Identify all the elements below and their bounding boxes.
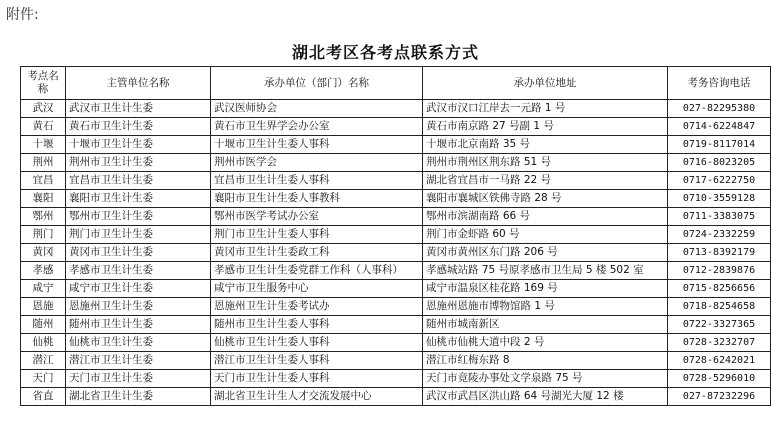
organizer-cell: 十堰市卫生计生委人事科 [211,136,423,154]
address-cell: 黄冈市黄州区东门路 206 号 [423,244,668,262]
table-row [21,280,771,298]
table-row [21,226,771,244]
supervisor-cell: 荆门市卫生计生委 [66,226,211,244]
address-cell: 武汉市汉口江岸去一元路 1 号 [423,100,668,118]
exam-site-cell: 黄石 [21,118,66,136]
phone-cell: 0719-8117014 [668,136,771,154]
exam-site-cell: 十堰 [21,136,66,154]
exam-site-cell: 天门 [21,370,66,388]
exam-site-cell: 随州 [21,316,66,334]
exam-site-cell: 荆州 [21,154,66,172]
contact-table [20,66,771,406]
exam-site-cell: 黄冈 [21,244,66,262]
exam-site-cell: 鄂州 [21,208,66,226]
address-cell: 随州市城南新区 [423,316,668,334]
organizer-cell: 黄石市卫生界学会办公室 [211,118,423,136]
exam-site-cell: 孝感 [21,262,66,280]
address-cell: 恩施州恩施市博物馆路 1 号 [423,298,668,316]
exam-site-cell: 仙桃 [21,334,66,352]
exam-site-cell: 省直 [21,388,66,406]
organizer-cell: 仙桃市卫生计生委人事科 [211,334,423,352]
table-row [21,316,771,334]
organizer-cell: 襄阳市卫生计生委人事教科 [211,190,423,208]
table-row [21,244,771,262]
exam-site-cell: 宜昌 [21,172,66,190]
page-title: 湖北考区各考点联系方式 [291,43,479,62]
table-row [21,262,771,280]
phone-cell: 0718-8254658 [668,298,771,316]
organizer-cell: 湖北省卫生计生人才交流发展中心 [211,388,423,406]
table-row [21,154,771,172]
phone-cell: 0716-8023205 [668,154,771,172]
phone-cell: 027-82295380 [668,100,771,118]
phone-cell: 0715-8256656 [668,280,771,298]
supervisor-cell: 潜江市卫生计生委 [66,352,211,370]
organizer-cell: 恩施州卫生计生委考试办 [211,298,423,316]
table-row [21,172,771,190]
phone-cell: 0712-2839876 [668,262,771,280]
exam-site-cell: 武汉 [21,100,66,118]
organizer-cell: 鄂州市医学考试办公室 [211,208,423,226]
organizer-cell: 潜江市卫生计生委人事科 [211,352,423,370]
exam-site-cell: 襄阳 [21,190,66,208]
phone-cell: 0728-6242021 [668,352,771,370]
supervisor-cell: 咸宁市卫生计生委 [66,280,211,298]
address-cell: 天门市竟陵办事处文学泉路 75 号 [423,370,668,388]
header-supervisor: 主管单位名称 [66,67,211,100]
phone-cell: 0722-3327365 [668,316,771,334]
supervisor-cell: 宜昌市卫生计生委 [66,172,211,190]
phone-cell: 0728-3232707 [668,334,771,352]
exam-site-cell: 恩施 [21,298,66,316]
table-row [21,370,771,388]
table-row [21,352,771,370]
supervisor-cell: 十堰市卫生计生委 [66,136,211,154]
phone-cell: 0717-6222750 [668,172,771,190]
exam-site-cell: 咸宁 [21,280,66,298]
supervisor-cell: 襄阳市卫生计生委 [66,190,211,208]
table-row [21,298,771,316]
table-row [21,208,771,226]
address-cell: 荆州市荆州区荆东路 51 号 [423,154,668,172]
phone-cell: 0724-2332259 [668,226,771,244]
table-row [21,136,771,154]
organizer-cell: 咸宁市卫生服务中心 [211,280,423,298]
table-row [21,118,771,136]
organizer-cell: 武汉医师协会 [211,100,423,118]
supervisor-cell: 天门市卫生计生委 [66,370,211,388]
supervisor-cell: 湖北省卫生计生委 [66,388,211,406]
address-cell: 襄阳市襄城区铁佛寺路 28 号 [423,190,668,208]
address-cell: 潜江市红梅东路 8 [423,352,668,370]
supervisor-cell: 鄂州市卫生计生委 [66,208,211,226]
header-phone: 考务咨询电话 [668,67,771,100]
organizer-cell: 黄冈市卫生计生委政工科 [211,244,423,262]
supervisor-cell: 恩施州卫生计生委 [66,298,211,316]
phone-cell: 0714-6224847 [668,118,771,136]
supervisor-cell: 武汉市卫生计生委 [66,100,211,118]
exam-site-cell: 潜江 [21,352,66,370]
supervisor-cell: 黄石市卫生计生委 [66,118,211,136]
organizer-cell: 宜昌市卫生计生委人事科 [211,172,423,190]
address-cell: 湖北省宜昌市一马路 22 号 [423,172,668,190]
supervisor-cell: 黄冈市卫生计生委 [66,244,211,262]
header-address: 承办单位地址 [423,67,668,100]
phone-cell: 0710-3559128 [668,190,771,208]
address-cell: 武汉市武昌区洪山路 64 号湖光大厦 12 楼 [423,388,668,406]
address-cell: 咸宁市温泉区桂花路 169 号 [423,280,668,298]
table-header-row [21,67,771,100]
organizer-cell: 孝感市卫生计生委党群工作科（人事科） [211,262,423,280]
supervisor-cell: 随州市卫生计生委 [66,316,211,334]
supervisor-cell: 荆州市卫生计生委 [66,154,211,172]
organizer-cell: 荆门市卫生计生委人事科 [211,226,423,244]
address-cell: 黄石市南京路 27 号副 1 号 [423,118,668,136]
attachment-label: 附件: [6,7,39,23]
address-cell: 鄂州市滨湖南路 66 号 [423,208,668,226]
supervisor-cell: 仙桃市卫生计生委 [66,334,211,352]
exam-site-cell: 荆门 [21,226,66,244]
table-row [21,100,771,118]
phone-cell: 0711-3383075 [668,208,771,226]
table-row [21,190,771,208]
header-organizer: 承办单位（部门）名称 [211,67,423,100]
address-cell: 十堰市北京南路 35 号 [423,136,668,154]
organizer-cell: 天门市卫生计生委人事科 [211,370,423,388]
header-exam-site: 考点名称 [21,67,66,100]
table-row [21,388,771,406]
address-cell: 仙桃市仙桃大道中段 2 号 [423,334,668,352]
address-cell: 荆门市金虾路 60 号 [423,226,668,244]
organizer-cell: 荆州市医学会 [211,154,423,172]
supervisor-cell: 孝感市卫生计生委 [66,262,211,280]
phone-cell: 0713-8392179 [668,244,771,262]
phone-cell: 027-87232296 [668,388,771,406]
organizer-cell: 随州市卫生计生委人事科 [211,316,423,334]
phone-cell: 0728-5296010 [668,370,771,388]
address-cell: 孝感城站路 75 号原孝感市卫生局 5 楼 502 室 [423,262,668,280]
table-row [21,334,771,352]
